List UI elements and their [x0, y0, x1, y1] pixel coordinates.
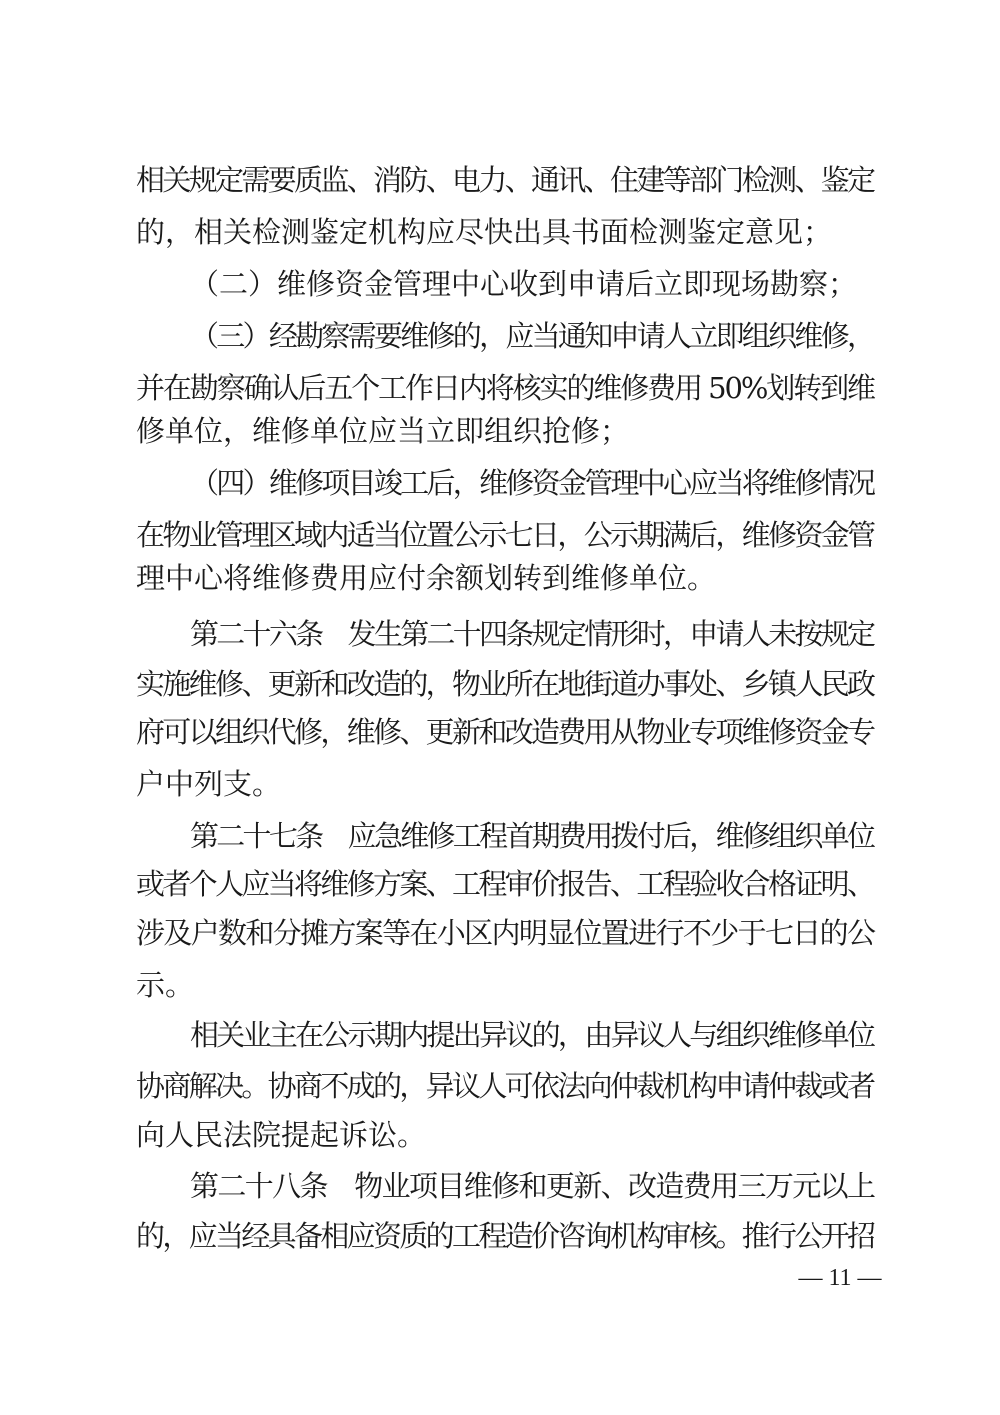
text-line: 相关业主在公示期内提出异议的，由异议人与组织维修单位: [190, 1018, 874, 1052]
text-line: （四）维修项目竣工后，维修资金管理中心应当将维修情况: [190, 466, 874, 500]
page-number: — 11 —: [798, 1265, 882, 1291]
text-line: 示。: [136, 968, 195, 1002]
text-line: 户中列支。: [136, 767, 282, 801]
text-line: 的，应当经具备相应资质的工程造价咨询机构审核。推行公开招: [136, 1219, 874, 1253]
text-line: 相关规定需要质监、消防、电力、通讯、住建等部门检测、鉴定: [136, 163, 874, 197]
text-line: （二）维修资金管理中心收到申请后立即现场勘察；: [190, 267, 858, 301]
text-line: 涉及户数和分摊方案等在小区内明显位置进行不少于七日的公: [136, 916, 875, 950]
text-line: 并在勘察确认后五个工作日内将核实的维修费用 50%划转到维: [136, 371, 874, 405]
text-line: 府可以组织代修，维修、更新和改造费用从物业专项维修资金专: [136, 715, 874, 749]
text-line: 第二十七条 应急维修工程首期费用拨付后，维修组织单位: [190, 819, 874, 853]
text-line: 向人民法院提起诉讼。: [136, 1118, 427, 1152]
text-line: 实施维修、更新和改造的，物业所在地街道办事处、乡镇人民政: [136, 667, 874, 701]
text-line: 或者个人应当将维修方案、工程审价报告、工程验收合格证明、: [136, 867, 874, 901]
text-line: 修单位，维修单位应当立即组织抢修；: [136, 414, 630, 448]
text-line: 协商解决。协商不成的，异议人可依法向仲裁机构申请仲裁或者: [136, 1069, 874, 1103]
text-line: 第二十八条 物业项目维修和更新、改造费用三万元以上: [190, 1169, 875, 1203]
text-line: 理中心将维修费用应付余额划转到维修单位。: [136, 561, 717, 595]
text-line: 在物业管理区域内适当位置公示七日，公示期满后，维修资金管: [136, 518, 874, 552]
text-line: 第二十六条 发生第二十四条规定情形时，申请人未按规定: [190, 617, 874, 651]
text-line: （三）经勘察需要维修的，应当通知申请人立即组织维修，: [190, 319, 874, 353]
text-line: 的，相关检测鉴定机构应尽快出具书面检测鉴定意见；: [136, 215, 833, 249]
